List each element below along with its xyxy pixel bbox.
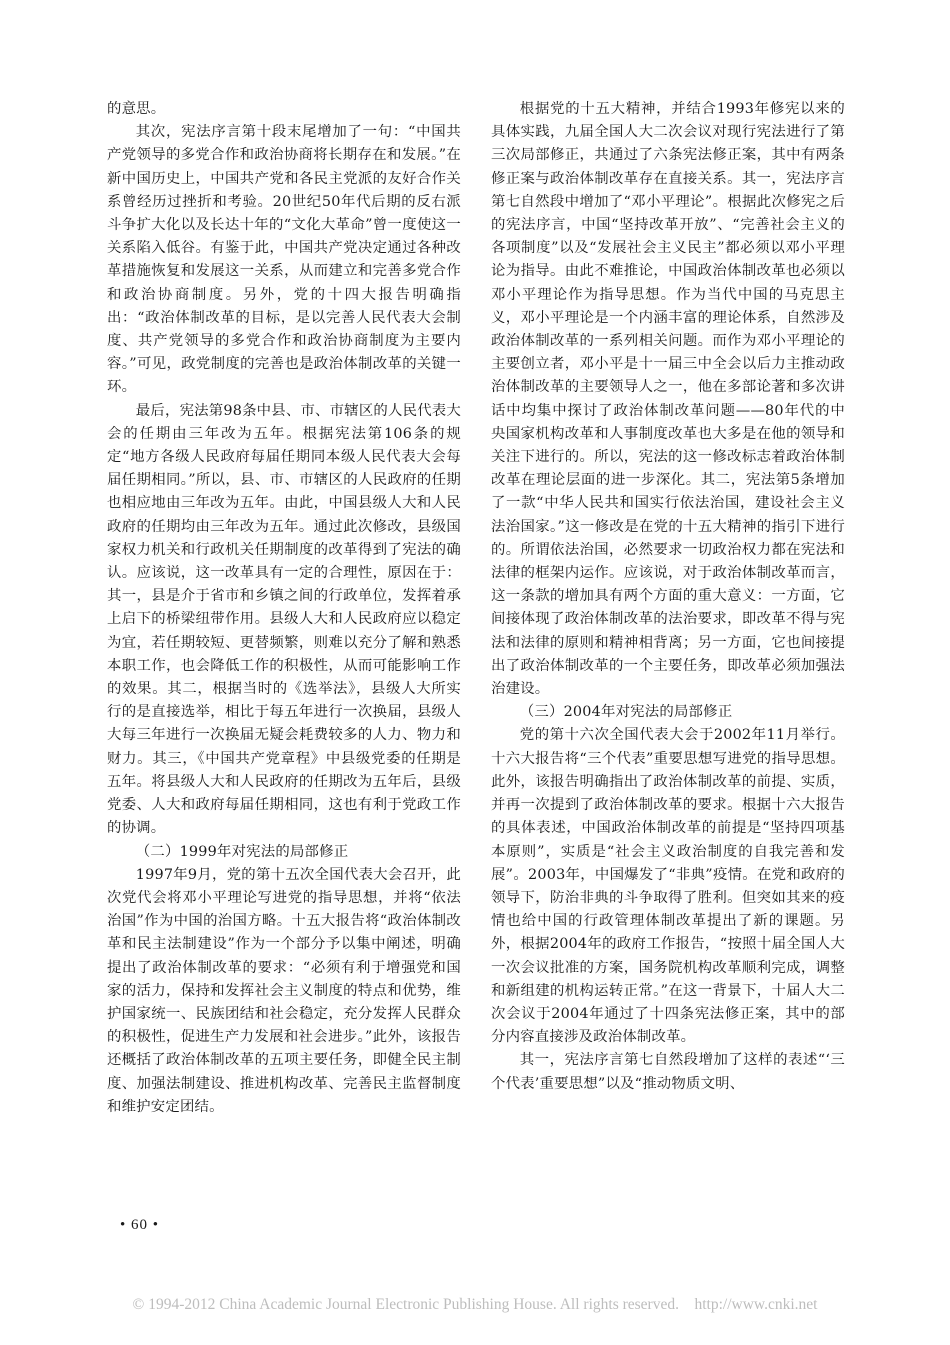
section-heading-1999: （二）1999年对宪法的局部修正 bbox=[135, 843, 349, 860]
copyright-footer: © 1994-2012 China Academic Journal Electronic Publishing House. All rights reserved. http://www.cnki.net bbox=[132, 1296, 818, 1313]
right-column bbox=[491, 98, 845, 1096]
left-column bbox=[107, 98, 461, 1119]
page-number: • 60 • bbox=[120, 1217, 160, 1233]
paragraph: 1997年9月，党的第十五次全国代表大会召开，此次党代会将邓小平理论写进党的指导思想，并将“依法治国”作为中国的治国方略。十五大报告将“政治体制改革和民主法制建设”作为一个部分予以集中阐述，明确提出了政治体制改革的要求：“必须有利于增强党和国家的活力，保持和发挥社会主义制度的特点和优势，维护国家统一、民族团结和社会稳定，充分发挥人民群众的积极性，促进生产力发展和社会进步。”此外，该报告还概括了政治体制改革的五项主要任务，即健全民主制度、加强法制建设、推进机构改革、完善民主监督制度和维护安定团结。 bbox=[107, 866, 461, 1115]
paragraph: 党的第十六次全国代表大会于2002年11月举行。十六大报告将“三个代表”重要思想写进党的指导思想。此外，该报告明确指出了政治体制改革的前提、实质，并再一次提到了政治体制改革的要求。根据十六大报告的具体表述，中国政治体制改革的前提是“坚持四项基本原则”，实质是“社会主义政治制度的自我完善和发展”。2003年，中国爆发了“非典”疫情。在党和政府的领导下，防治非典的斗争取得了胜利。但突如其来的疫情也给中国的行政管理体制改革提出了新的课题。另外，根据2004年的政府工作报告，“按照十届全国人大一次会议批准的方案，国务院机构改革顺利完成，调整和新组建的机构运转正常。”在这一背景下，十届人大二次会议于2004年通过了十四条宪法修正案，其中的部分内容直接涉及政治体制改革。 bbox=[491, 727, 845, 1046]
paragraph: 根据党的十五大精神，并结合1993年修宪以来的具体实践，九届全国人大二次会议对现行宪法进行了第三次局部修正，共通过了六条宪法修正案，其中有两条修正案与政治体制改革存在直接关系。其一，宪法序言第七自然段中增加了“邓小平理论”。根据此次修宪之后的宪法序言，中国“坚持改革开放”、“完善社会主义的各项制度”以及“发展社会主义民主”都必须以邓小平理论为指导。由此不难推论，中国政治体制改革也必须以邓小平理论作为指导思想。作为当代中国的马克思主义，邓小平理论是一个内涵丰富的理论体系，自然涉及政治体制改革的一系列相关问题。而作为邓小平理论的主要创立者，邓小平是十一届三中全会以后力主推动政治体制改革的主要领导人之一，他在多部论著和多次讲话中均集中探讨了政治体制改革问题——80年代的中央国家机构改革和人事制度改革也大多是在他的领导和关注下进行的。所以，宪法的这一修改标志着政治体制改革在理论层面的进一步深化。其二，宪法第5条增加了一款“中华人民共和国实行依法治国，建设社会主义法治国家。”这一修改是在党的十五大精神的指引下进行的。所谓依法治国，必然要求一切政治权力都在宪法和法律的框架内运作。应该说，对于政治体制改革而言，这一条款的增加具有两个方面的重大意义：一方面，它间接体现了政治体制改革的法治要求，即改革不得与宪法和法律的原则和精神相背离；另一方面，它也间接提出了政治体制改革的一个主要任务，即改革必须加强法治建设。 bbox=[491, 101, 845, 698]
paragraph: 其次，宪法序言第十段末尾增加了一句：“中国共产党领导的多党合作和政治协商将长期存在和发展。”在新中国历史上，中国共产党和各民主党派的友好合作关系曾经历过挫折和考验。20世纪50年代后期的反右派斗争扩大化以及长达十年的“文化大革命”曾一度使这一关系陷入低谷。有鉴于此，中国共产党决定通过各种改革措施恢复和发展这一关系，从而建立和完善多党合作和政治协商制度。另外，党的十四大报告明确指出：“政治体制改革的目标，是以完善人民代表大会制度、共产党领导的多党合作和政治协商制度为主要内容。”可见，政党制度的完善也是政治体制改革的关键一环。 bbox=[107, 124, 461, 396]
paragraph-continuation: 的意思。 bbox=[107, 101, 166, 117]
paragraph: 最后，宪法第98条中县、市、市辖区的人民代表大会的任期由三年改为五年。根据宪法第106条的规定“地方各级人民政府每届任期同本级人民代表大会每届任期相同。”所以，县、市、市辖区的人民政府的任期也相应地由三年改为五年。由此，中国县级人大和人民政府的任期均由三年改为五年。通过此次修改，县级国家权力机关和行政机关任期制度的改革得到了宪法的确认。应该说，这一改革具有一定的合理性，原因在于：其一，县是介于省市和乡镇之间的行政单位，发挥着承上启下的桥梁纽带作用。县级人大和人民政府应以稳定为宜，若任期较短、更替频繁，则难以充分了解和熟悉本职工作，也会降低工作的积极性，从而可能影响工作的效果。其二，根据当时的《选举法》，县级人大所实行的是直接选举，相比于每五年进行一次换届，县级人大每三年进行一次换届无疑会耗费较多的人力、物力和财力。其三，《中国共产党章程》中县级党委的任期是五年。将县级人大和人民政府的任期改为五年后，县级党委、人大和政府每届任期相同，这也有利于党政工作的协调。 bbox=[107, 402, 461, 837]
paragraph: 其一，宪法序言第七自然段增加了这样的表述“‘三个代表’重要思想”以及“推动物质文明、 bbox=[491, 1052, 845, 1092]
section-heading-2004: （三）2004年对宪法的局部修正 bbox=[519, 704, 733, 721]
